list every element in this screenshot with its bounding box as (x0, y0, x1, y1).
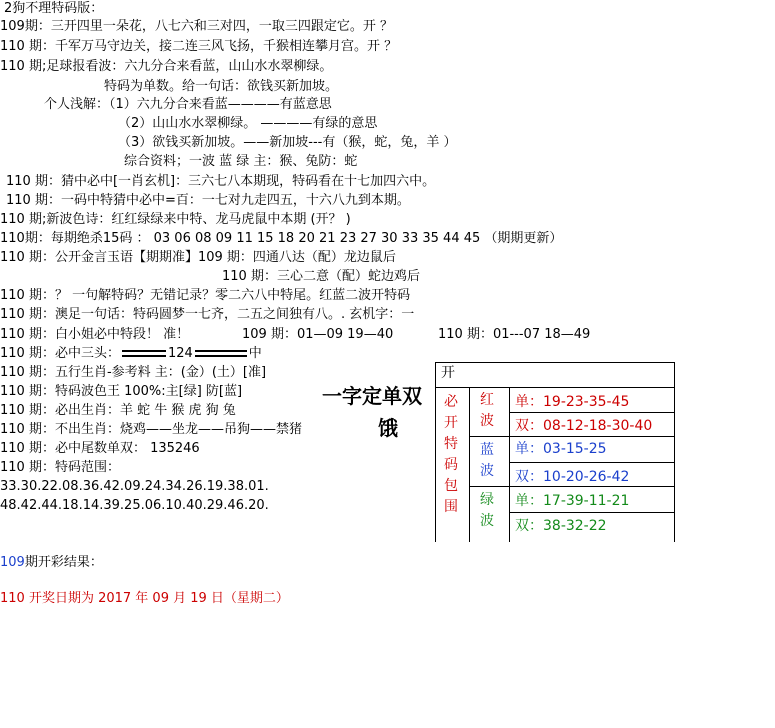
tema-baowei-table (435, 362, 675, 542)
line-110-wuxing: 110 期：五行生肖-参考料 主：(金）(土）[准] (0, 365, 267, 380)
table-left-vertical: 必开特码包围 (444, 394, 458, 515)
table-head: 开 (441, 365, 455, 381)
kaicai-label: 期开彩结果： (24, 555, 103, 570)
triple-bar-icon (122, 350, 166, 357)
red-wave-label: 红波 (480, 392, 494, 429)
green-wave-label: 绿波 (480, 492, 494, 529)
line-110-bosewang: 110 期：特码波色王 100%:主[绿] 防[蓝] (0, 384, 243, 399)
santou-suffix: 中 (248, 346, 262, 361)
line-109-duan: 109 期：01—09 19—40 (242, 327, 394, 342)
line-zonghe: 综合资料；一波 蓝 绿 主：猴、兔防：蛇 (124, 154, 358, 169)
line-110-jinyan: 110 期：公开金言玉语【期期准】109 期：四通八达（配）龙边鼠后 (0, 250, 396, 265)
line-109-kaicai (0, 554, 103, 572)
line-110-fanwei: 110 期：特码范围： (0, 460, 120, 475)
kaicai-period: 109 (0, 555, 25, 570)
line-110-baixiaojie: 110 期：白小姐必中特段！ 准！ (0, 327, 190, 342)
line-110-kaijiang-date: 110 开奖日期为 2017 年 09 月 19 日（星期二） (0, 591, 289, 606)
line-110-juesha: 110期：每期绝杀15码 ： 03 06 08 09 11 15 18 20 21 23 27 30 33 35 44 45 （期期更新） (0, 231, 563, 246)
blue-wave-label: 蓝波 (480, 442, 494, 479)
stamp-line-1: 一字定单双 (322, 384, 422, 408)
line-110-santou (0, 345, 262, 363)
line-110-caizhong: 110 期：猜中必中[一肖玄机]：三六七八本期现，特码看在十七加四六中。 (6, 174, 436, 189)
line-110-xinbose: 110 期;新波色诗：红红绿绿来中特、龙马虎鼠中本期 (开？ ) (0, 212, 351, 227)
line-110-yijujie: 110 期：？ 一句解特码？无错记录？零二六八中特尾。红蓝二波开特码 (0, 288, 411, 303)
line-jie-3: （3）欲钱买新加坡。——新加坡---有（猴，蛇，兔，羊 ） (118, 135, 457, 150)
green-double-row: 双：38-32-22 (515, 518, 607, 534)
line-110-qianjun: 110 期：千军万马守边关，接二连三风飞扬，千猴相连攀月宫。开 ？ (0, 39, 398, 54)
page-title: 2狗不理特码版： (4, 1, 104, 16)
santou-label: 110 期：必中三头： (0, 346, 120, 361)
triple-bar-icon (195, 350, 247, 357)
line-110-duan: 110 期：01---07 18—49 (438, 327, 591, 342)
red-double-row: 双：08-12-18-30-40 (515, 418, 653, 434)
blue-double-row: 双：10-20-26-42 (515, 469, 630, 485)
line-tema-danshu: 特码为单数。给一句话：欲钱买新加坡。 (104, 79, 339, 94)
line-110-bichu: 110 期：必出生肖：羊 蛇 牛 猴 虎 狗 兔 (0, 403, 236, 418)
stamp-line-2: 饿 (378, 416, 398, 440)
line-geren-qianjie: 个人浅解：（1）六九分合来看蓝————有蓝意思 (44, 97, 332, 112)
line-jie-2: （2）山山水水翠柳绿。 ————有绿的意思 (118, 116, 378, 131)
line-110-sanxin: 110 期：三心二意（配）蛇边鸡后 (222, 269, 420, 284)
line-110-yima: 110 期：一码中特猜中必中=百：一七对九走四五，十六八九到本期。 (6, 193, 410, 208)
blue-single-row: 单：03-15-25 (515, 441, 607, 457)
red-single-row: 单：19-23-35-45 (515, 394, 630, 410)
line-110-weishu: 110 期：必中尾数单双： 135246 (0, 441, 200, 456)
santou-number: 124 (167, 346, 193, 361)
line-110-buchu: 110 期：不出生肖：烧鸡——坐龙——吊狗——禁猪 (0, 422, 302, 437)
line-109-kai: 109期：三开四里一朵花，八七六和三对四，一取三四跟定它。开 ？ (0, 19, 393, 34)
line-110-zuqiu: 110 期;足球报看波：六九分合来看蓝，山山水水翠柳绿。 (0, 59, 333, 74)
fanwei-row-2: 48.42.44.18.14.39.25.06.10.40.29.46.20. (0, 498, 269, 513)
fanwei-row-1: 33.30.22.08.36.42.09.24.34.26.19.38.01. (0, 479, 269, 494)
green-single-row: 单：17-39-11-21 (515, 493, 630, 509)
line-110-aozu: 110 期：澳足一句话：特码圆梦一七齐，二五之间独有八。. 玄机字：一 (0, 307, 415, 322)
